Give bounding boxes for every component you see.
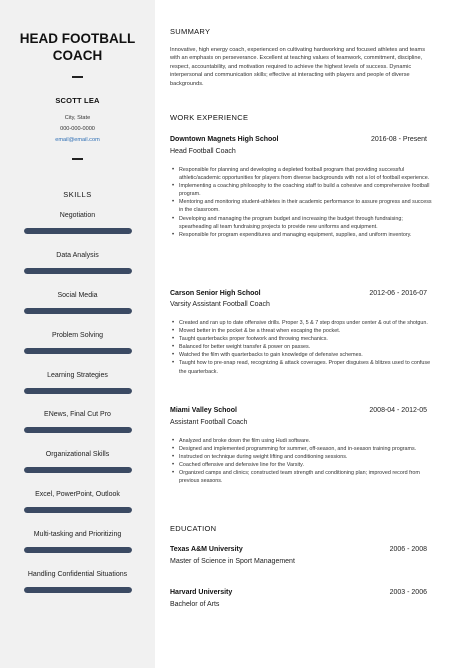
job-employer: Miami Valley School [170,407,237,414]
summary-heading: SUMMARY [170,27,211,36]
job-employer: Downtown Magnets High School [170,136,279,143]
job-bullets [170,437,432,486]
skill-label: Learning Strategies [47,372,108,379]
job-bullets [170,166,432,239]
skills-heading: SKILLS [63,190,92,199]
resume-title [0,30,155,64]
skill-label: Problem Solving [52,332,103,339]
job-bullet: • Taught quarterbacks proper footwork and throwing mechanics. [170,335,432,343]
person-name: SCOTT LEA [55,96,100,105]
job-bullet: • Coached offensive and defensive line for the Varsity. [170,461,432,469]
job-bullet: • Organized camps and clinics; constructed team strength and conditioning plan; improved record from previous seasons. [170,469,432,485]
job-bullet: • Developing and managing the program budget and increasing the budget through fundraising; spearheading all team fundraising projects to provide new uniforms and equipment. [170,215,432,231]
school-dates: 2006 - 2008 [389,546,427,553]
skill-bar [24,268,132,274]
job-bullet: • Analyzed and broke down the film using Hudi software. [170,437,432,445]
skill-bar-fill [24,348,132,354]
location-text: City, State [64,115,91,121]
skill-bar-fill [24,427,132,433]
skill-bar-fill [24,388,132,394]
skill-label: ENews, Final Cut Pro [44,411,111,418]
job-role: Assistant Football Coach [170,419,248,426]
divider [72,76,83,78]
job-role: Head Football Coach [170,148,236,155]
phone-text: 000-000-0000 [60,126,95,132]
job-bullet: • Designed and implemented programming for summer, off-season, and in-season training programs. [170,445,432,453]
school-dates: 2003 - 2006 [389,589,427,596]
summary-text: Innovative, high energy coach, experienced on cultivating hardworking and focused athletes and teams with an emphasis on perseverance. Excellent at teaching values of teamwork, commitment, discipline, respect, accountability, and motivation required to achieve the highest levels of success. Dynamic interpersonal and communication skills; effective at interacting with players and people of diverse backgrounds. [170,47,425,87]
skill-bar [24,587,132,593]
school-name: Texas A&M University [170,546,243,553]
email-link[interactable]: email@email.com [55,137,100,143]
job-bullet: • Mentoring and monitoring student-athletes in their academic performance to assure progress and success in the classroom. [170,198,432,214]
job-dates: 2016-08 - Present [370,136,427,143]
job-bullets [170,319,432,376]
job-employer: Carson Senior High School [170,290,261,297]
job-bullet: • Responsible for planning and developing a depleted football program that providing successful athletic/academic opportunities for players from diverse backgrounds with not a lot of football experience. [170,166,432,182]
job-bullet: • Created and ran up to date offensive drills. Proper 3, 5 & 7 step drops under center & out of the shotgun. [170,319,432,327]
education-heading: EDUCATION [170,524,217,533]
skill-bar [24,348,132,354]
degree-text: Master of Science in Sport Management [170,558,295,565]
skill-label: Excel, PowerPoint, Outlook [35,491,120,498]
skill-bar [24,228,132,234]
skill-bar [24,507,132,513]
skill-label: Social Media [57,292,98,299]
job-bullet: • Moved better in the pocket & be a threat when escaping the pocket. [170,327,432,335]
skill-label: Organizational Skills [45,451,110,458]
job-role: Varsity Assistant Football Coach [170,301,270,308]
job-bullet: • Implementing a coaching philosophy to the coaching staff to build a cohesive and comprehensive football program. [170,182,432,198]
degree-text: Bachelor of Arts [170,601,220,608]
job-bullet: • Responsible for program expenditures and managing equipment, supplies, and uniform inventory. [170,231,432,239]
job-dates: 2012-06 - 2016-07 [369,290,427,297]
skill-bar [24,427,132,433]
job-bullet: • Balanced for better weight transfer & power on passes. [170,343,432,351]
skill-bar-fill [24,547,132,553]
skill-bar-fill [24,467,132,473]
skill-label: Data Analysis [56,252,99,259]
job-bullet: • Watched the film with quarterbacks to gain knowledge of defensive schemes. [170,351,432,359]
skill-label: Multi-tasking and Prioritizing [33,531,122,538]
skill-bar-fill [24,268,132,274]
work-experience-heading: WORK EXPERIENCE [170,113,249,122]
skill-bar-fill [24,228,132,234]
skill-bar-fill [24,507,132,513]
title-line-1: HEAD FOOTBALL [19,31,136,46]
divider [72,158,83,160]
job-bullet: • Taught how to pre-snap read, recognizing & attack coverages. Proper disguises & blitzes used to confuse the quarterback. [170,359,432,375]
skill-label: Handling Confidential Situations [27,571,128,578]
skill-bar-fill [24,587,132,593]
skill-bar [24,467,132,473]
school-name: Harvard University [170,589,233,596]
skill-bar [24,308,132,314]
job-dates: 2008-04 - 2012-05 [369,407,427,414]
skill-label: Negotiation [59,212,96,219]
title-line-2: COACH [52,48,103,63]
skill-bar [24,388,132,394]
skill-bar [24,547,132,553]
skill-bar-fill [24,308,132,314]
sidebar [0,0,155,668]
job-bullet: • Instructed on technique during weight lifting and conditioning sessions. [170,453,432,461]
